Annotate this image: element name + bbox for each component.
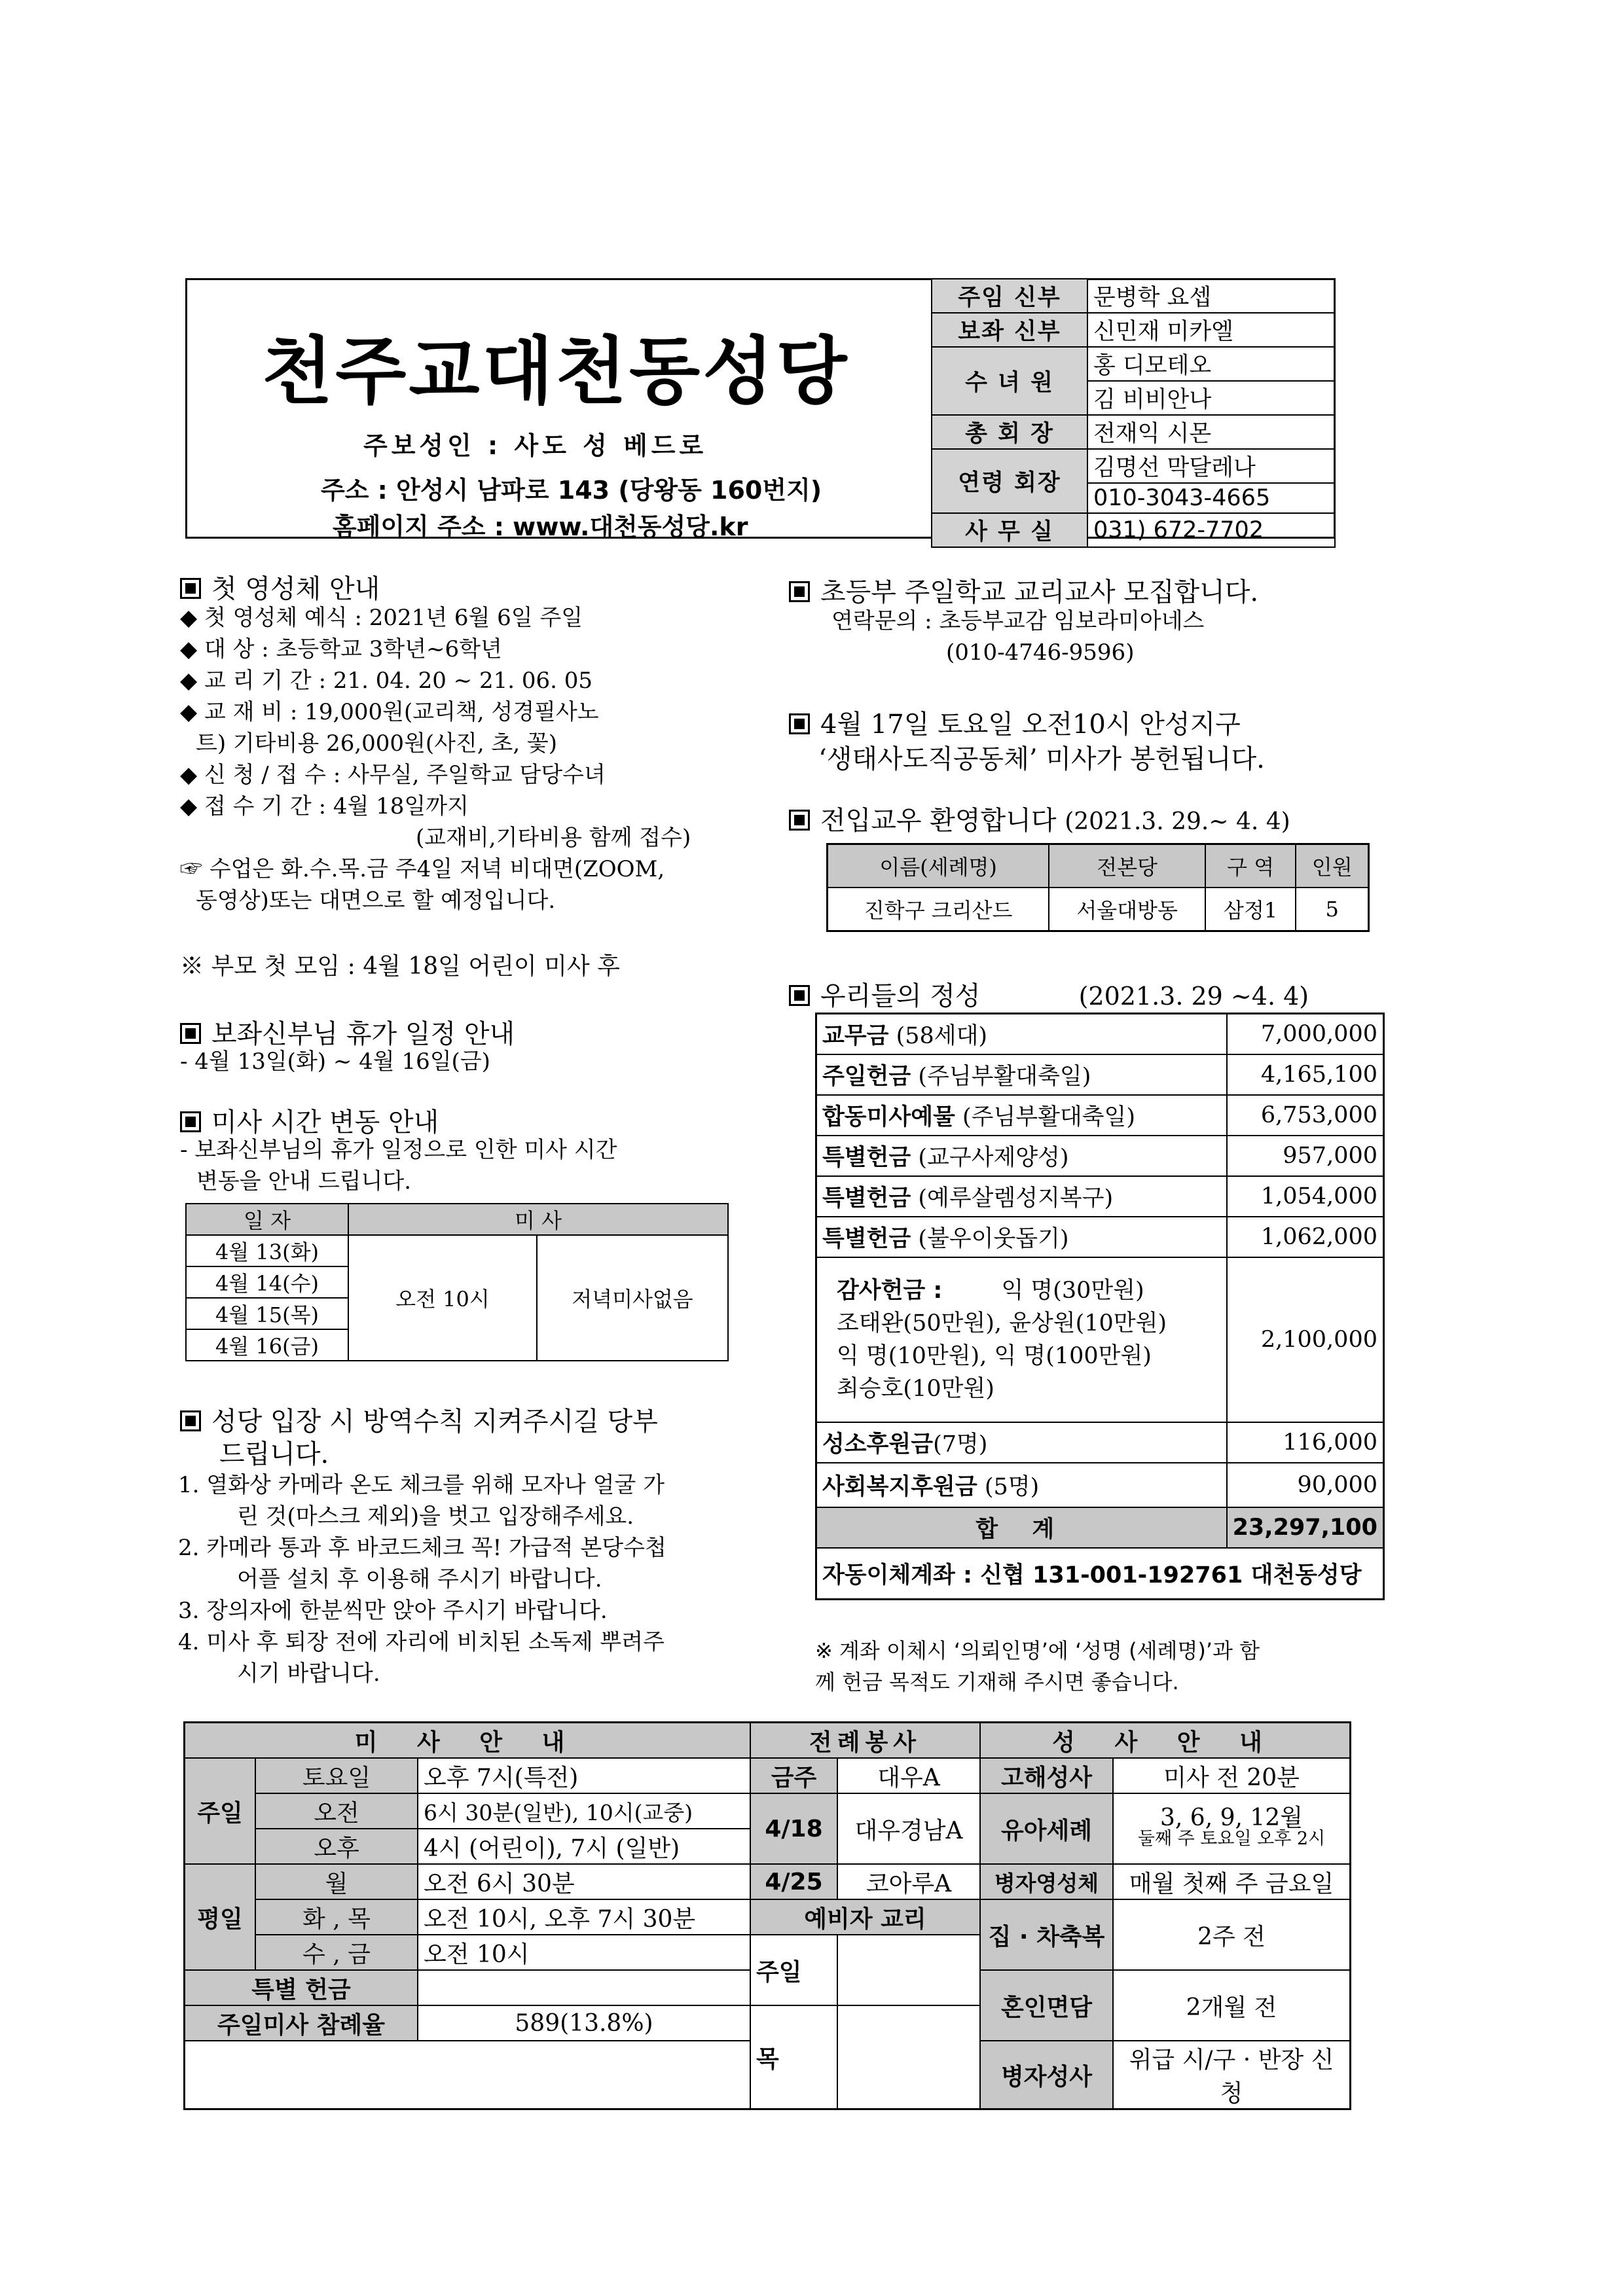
offering-name: 합동미사예물 (주님부활대축일) — [816, 1095, 1227, 1136]
mass-day: 오후 — [255, 1829, 418, 1864]
first-communion-list — [180, 602, 756, 916]
col-header: 미 사 — [348, 1204, 728, 1235]
quarantine-list — [178, 1469, 754, 1689]
section-title: 미사 시간 변동 안내 — [211, 1107, 439, 1138]
offering-name: 사회복지후원금 (5명) — [816, 1463, 1227, 1507]
note: ☞ 수업은 화.수.목.금 주4일 저녁 비대면(ZOOM, — [180, 856, 665, 882]
patron-saint: 주보성인 : 사도 성 베드로 — [363, 431, 708, 460]
table-cell: 진학구 크리산드 — [828, 888, 1049, 931]
parish-title: 천주교대천동성당 — [262, 329, 850, 414]
date-cell: 4월 15(목) — [186, 1298, 348, 1329]
staff-name: 김 비비안나 — [1087, 381, 1335, 415]
offering-name: 주일헌금 (주님부활대축일) — [816, 1054, 1227, 1095]
section-first-communion — [180, 568, 380, 605]
offering-amount: 1,062,000 — [1227, 1217, 1384, 1257]
vacation-dates: - 4월 13일(화) ~ 4월 16일(금) — [180, 1049, 490, 1075]
section-vacation — [180, 1013, 515, 1050]
catechism-day: 목 — [750, 2005, 837, 2109]
bank-account: 자동이체계좌 : 신협 131-001-192761 대천동성당 — [816, 1548, 1384, 1600]
offering-amount: 4,165,100 — [1227, 1054, 1384, 1095]
section-title: 4월 17일 토요일 오전10시 안성지구 — [820, 709, 1241, 740]
section-eco-mass — [789, 704, 1241, 741]
mass-change-text: 변동을 안내 드립니다. — [196, 1168, 412, 1194]
staff-name: 전재익 시몬 — [1087, 415, 1335, 449]
date-cell: 4월 14(수) — [186, 1266, 348, 1298]
section-title-cont: 드립니다. — [219, 1439, 329, 1469]
sacrament-name: 고해성사 — [980, 1758, 1113, 1793]
offering-name: 특별헌금 (예루살렘성지복구) — [816, 1176, 1227, 1217]
special-offering-value — [418, 1970, 750, 2005]
liturgy-group: 대우경남A — [837, 1793, 980, 1864]
list-item: ◆ 접 수 기 간 : 4월 18일까지 — [180, 793, 469, 819]
sacrament-info: 2주 전 — [1113, 1899, 1351, 1970]
square-bullet-icon — [180, 578, 201, 599]
list-item: ◆ 첫 영성체 예식 : 2021년 6월 6일 주일 — [180, 605, 583, 631]
section-title: 우리들의 정성 — [820, 981, 981, 1011]
staff-role: 보좌 신부 — [932, 313, 1087, 347]
staff-name: 홍 디모테오 — [1087, 347, 1335, 381]
mass-change-text: - 보좌신부님의 휴가 일정으로 인한 미사 시간 — [180, 1137, 617, 1163]
square-bullet-icon — [789, 581, 810, 602]
offering-name: 성소후원금(7명) — [816, 1422, 1227, 1463]
offering-name: 특별헌금 (교구사제양성) — [816, 1136, 1227, 1176]
staff-name: 김명선 막달레나 — [1087, 449, 1335, 483]
section-title: 보좌신부님 휴가 일정 안내 — [211, 1019, 515, 1049]
offering-amount: 6,753,000 — [1227, 1095, 1384, 1136]
col-header: 인원 — [1296, 844, 1368, 888]
mass-change-table — [185, 1203, 729, 1361]
sunday-label: 주일 — [185, 1758, 256, 1864]
col-header: 일 자 — [186, 1204, 348, 1235]
staff-role: 연령 회장 — [932, 449, 1087, 513]
date-cell: 4월 16(금) — [186, 1329, 348, 1361]
staff-name: 031) 672-7702 — [1087, 513, 1335, 547]
square-bullet-icon — [180, 1410, 201, 1431]
mass-day: 수 , 금 — [255, 1935, 418, 1970]
square-bullet-icon — [180, 1023, 201, 1044]
staff-role: 사 무 실 — [932, 513, 1087, 547]
list-item-cont: (교재비,기타비용 함께 접수) — [416, 825, 691, 851]
list-item: ◆ 교 리 기 간 : 21. 04. 20 ~ 21. 06. 05 — [180, 668, 593, 694]
section-teacher — [789, 571, 1258, 609]
period: (2021.3. 29 ~4. 4) — [1078, 982, 1309, 1011]
sacrament-title: 성 사 안 내 — [980, 1723, 1351, 1759]
transfer-note: ※ 계좌 이체시 ‘의뢰인명’에 ‘성명 (세례명)’과 함 — [815, 1638, 1260, 1663]
offering-amount: 2,100,000 — [1227, 1257, 1384, 1422]
square-bullet-icon — [789, 713, 810, 734]
offering-amount: 1,054,000 — [1227, 1176, 1384, 1217]
transfer-note: 께 헌금 목적도 기재해 주시면 좋습니다. — [815, 1670, 1179, 1695]
list-item: ◆ 교 재 비 : 19,000원(교리책, 성경필사노 — [180, 699, 599, 725]
mass-day: 오전 — [255, 1793, 418, 1829]
mass-time: 4시 (어린이), 7시 (일반) — [418, 1829, 750, 1864]
list-item: ◆ 신 청 / 접 수 : 사무실, 주일학교 담당수녀 — [180, 762, 606, 788]
liturgy-week: 4/18 — [750, 1793, 837, 1864]
liturgy-group: 대우A — [837, 1758, 980, 1793]
col-header: 구 역 — [1205, 844, 1296, 888]
sacrament-info: 3, 6, 9, 12월 둘째 주 토요일 오후 2시 — [1113, 1793, 1351, 1864]
section-title: 전입교우 환영합니다 — [820, 806, 1057, 836]
mass-day: 월 — [255, 1864, 418, 1899]
staff-name: 신민재 미카엘 — [1087, 313, 1335, 347]
section-title: 첫 영성체 안내 — [211, 574, 380, 604]
catechism-info — [837, 2005, 980, 2109]
staff-name: 문병학 요셉 — [1087, 279, 1335, 313]
list-item: 2. 카메라 통과 후 바코드체크 꼭! 가급적 본당수첩 — [178, 1535, 666, 1561]
liturgy-week: 4/25 — [750, 1864, 837, 1899]
sacrament-name: 집 · 차축복 — [980, 1899, 1113, 1970]
section-quarantine — [180, 1401, 750, 1438]
note-cont: 동영상)또는 대면으로 할 예정입니다. — [196, 888, 556, 914]
section-newcomers — [789, 800, 1290, 837]
list-item: ◆ 대 상 : 초등학교 3학년~6학년 — [180, 636, 502, 662]
sacrament-info: 위급 시/구 · 반장 신청 — [1113, 2041, 1351, 2109]
liturgy-week: 금주 — [750, 1758, 837, 1793]
bottom-info-table — [183, 1721, 1351, 2110]
parents-meeting: ※ 부모 첫 모임 : 4월 18일 어린이 미사 후 — [180, 953, 620, 980]
staff-role: 총 회 장 — [932, 415, 1087, 449]
list-item: 1. 열화상 카메라 온도 체크를 위해 모자나 얼굴 가 — [178, 1472, 665, 1498]
col-header: 전본당 — [1049, 844, 1205, 888]
weekday-label: 평일 — [185, 1864, 256, 1970]
total-label: 합 계 — [816, 1507, 1227, 1548]
table-cell: 삼정1 — [1205, 888, 1296, 931]
newcomers-table — [826, 843, 1370, 932]
mass-time: 오전 10시, 오후 7시 30분 — [418, 1899, 750, 1935]
mass-time: 오후 7시(특전) — [418, 1758, 750, 1793]
section-title: 초등부 주일학교 교리교사 모집합니다. — [820, 577, 1259, 607]
sacrament-info: 2개월 전 — [1113, 1970, 1351, 2041]
sacrament-name: 유아세례 — [980, 1793, 1113, 1864]
mass-day: 화 , 목 — [255, 1899, 418, 1935]
catechism-title: 예비자 교리 — [750, 1899, 980, 1935]
square-bullet-icon — [789, 810, 810, 831]
mass-time: 오전 6시 30분 — [418, 1864, 750, 1899]
sacrament-info: 미사 전 20분 — [1113, 1758, 1351, 1793]
date-cell: 4월 13(화) — [186, 1235, 348, 1266]
attendance-value: 589(13.8%) — [418, 2005, 750, 2041]
section-title-cont: ‘생태사도직공동체’ 미사가 봉헌됩니다. — [818, 744, 1265, 774]
period: (2021.3. 29.~ 4. 4) — [1065, 808, 1290, 835]
mass-time: 오전 10시 — [418, 1935, 750, 1970]
staff-role: 주임 신부 — [932, 279, 1087, 313]
section-title: 성당 입장 시 방역수칙 지켜주시길 당부 — [211, 1407, 658, 1437]
mass-day: 토요일 — [255, 1758, 418, 1793]
liturgy-group: 코아루A — [837, 1864, 980, 1899]
catechism-info — [837, 1935, 980, 2005]
catechism-day: 주일 — [750, 1935, 837, 2005]
staff-role: 수 녀 원 — [932, 347, 1087, 415]
mass-guide-title: 미 사 안 내 — [185, 1723, 751, 1759]
list-item-cont: 시기 바랍니다. — [237, 1660, 380, 1687]
teacher-phone: (010-4746-9596) — [946, 639, 1135, 666]
mass-time: 6시 30분(일반), 10시(교중) — [418, 1793, 750, 1829]
offering-name: 교무금 (58세대) — [816, 1014, 1227, 1055]
table-cell: 5 — [1296, 888, 1368, 931]
staff-phone: 010-3043-4665 — [1087, 483, 1335, 513]
section-mass-change — [180, 1102, 439, 1139]
homepage[interactable]: 홈페이지 주소 : www.대천동성당.kr — [333, 512, 748, 541]
offering-name: 특별헌금 (불우이웃돕기) — [816, 1217, 1227, 1257]
offering-amount: 957,000 — [1227, 1136, 1384, 1176]
sacrament-info: 매월 첫째 주 금요일 — [1113, 1864, 1351, 1899]
teacher-contact: 연락문의 : 초등부교감 임보라미아네스 — [831, 608, 1205, 634]
sacrament-name: 혼인면담 — [980, 1970, 1113, 2041]
evening-cell: 저녁미사없음 — [537, 1235, 728, 1361]
liturgy-title: 전례봉사 — [750, 1723, 980, 1759]
square-bullet-icon — [180, 1111, 201, 1132]
offering-amount: 116,000 — [1227, 1422, 1384, 1463]
thanks-offering: 감사헌금 : 익 명(30만원) 조태완(50만원), 윤상원(10만원) 익 명(10만원), 익 명(100만원) 최승호(10만원) — [816, 1257, 1227, 1422]
list-item-cont: 트) 기타비용 26,000원(사진, 초, 꽃) — [196, 730, 558, 757]
address: 주소 : 안성시 남파로 143 (당왕동 160번지) — [321, 476, 822, 505]
attendance-label: 주일미사 참례율 — [185, 2005, 418, 2041]
square-bullet-icon — [789, 985, 810, 1006]
sacrament-name: 병자성사 — [980, 2041, 1113, 2109]
table-cell: 서울대방동 — [1049, 888, 1205, 931]
morning-cell: 오전 10시 — [348, 1235, 537, 1361]
total-amount: 23,297,100 — [1227, 1507, 1384, 1548]
section-offerings — [789, 975, 1309, 1013]
col-header: 이름(세례명) — [828, 844, 1049, 888]
staff-table — [931, 278, 1336, 548]
special-offering-label: 특별 헌금 — [185, 1970, 418, 2005]
list-item: 3. 장의자에 한분씩만 앉아 주시기 바랍니다. — [178, 1598, 608, 1624]
sacrament-name: 병자영성체 — [980, 1864, 1113, 1899]
offerings-table — [815, 1013, 1385, 1600]
offering-amount: 90,000 — [1227, 1463, 1384, 1507]
list-item-cont: 린 것(마스크 제외)을 벗고 입장해주세요. — [237, 1503, 634, 1530]
offering-amount: 7,000,000 — [1227, 1014, 1384, 1055]
list-item: 4. 미사 후 퇴장 전에 자리에 비치된 소독제 뿌려주 — [178, 1629, 665, 1655]
list-item-cont: 어플 설치 후 이용해 주시기 바랍니다. — [237, 1566, 602, 1592]
